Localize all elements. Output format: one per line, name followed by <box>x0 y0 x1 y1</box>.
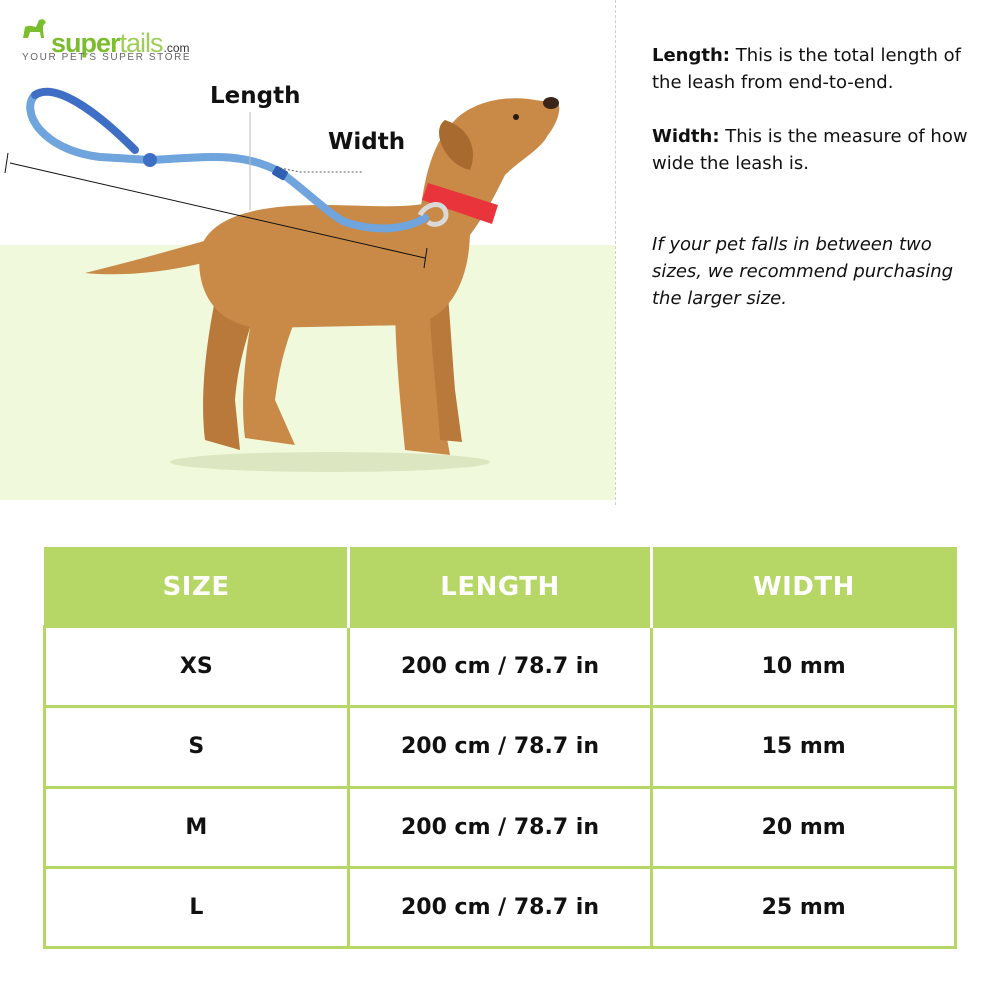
size-recommendation-note: If your pet falls in between two sizes, we recommend purchasing the larger size. <box>652 234 954 309</box>
header-size: SIZE <box>45 548 349 627</box>
brand-logo[interactable] <box>20 14 190 66</box>
product-illustration <box>0 0 615 500</box>
length-measure-cap-left <box>5 153 8 173</box>
cell-width: 20 mm <box>652 787 956 867</box>
width-description: This is the measure of how wide the leash is. <box>652 126 968 174</box>
brand-tagline: YOUR PET'S SUPER STORE <box>22 52 192 63</box>
brand-name-part2: tails <box>119 28 163 58</box>
dog-nose <box>543 97 559 109</box>
table-row <box>45 867 956 947</box>
header-width: WIDTH <box>652 548 956 627</box>
table-row <box>45 707 956 787</box>
cell-size: L <box>45 867 349 947</box>
cell-width: 15 mm <box>652 707 956 787</box>
size-chart-table <box>43 547 957 949</box>
cell-length: 200 cm / 78.7 in <box>348 787 652 867</box>
width-term: Width: <box>652 126 720 147</box>
length-description: This is the total length of the leash from end-to-end. <box>652 45 961 93</box>
size-info-panel <box>652 42 972 312</box>
header-length: LENGTH <box>348 548 652 627</box>
table-row <box>45 787 956 867</box>
brand-name-part1: super <box>51 28 120 58</box>
cell-width: 25 mm <box>652 867 956 947</box>
dog-eye <box>513 114 519 120</box>
width-label: Width <box>328 129 406 155</box>
cell-length: 200 cm / 78.7 in <box>348 627 652 707</box>
table-row <box>45 627 956 707</box>
cell-length: 200 cm / 78.7 in <box>348 867 652 947</box>
dog-leash-illustration <box>0 0 615 500</box>
dog-shadow <box>170 452 490 472</box>
cell-size: XS <box>45 627 349 707</box>
leash-ring <box>143 153 157 167</box>
section-divider <box>615 0 616 505</box>
length-definition <box>652 42 972 96</box>
dog-silhouette-icon <box>20 16 50 46</box>
cell-size: M <box>45 787 349 867</box>
brand-name-suffix: .com <box>163 41 190 55</box>
cell-size: S <box>45 707 349 787</box>
table-header-row <box>45 548 956 627</box>
length-term: Length: <box>652 45 730 66</box>
width-definition <box>652 123 972 177</box>
width-pointer-line <box>280 168 362 172</box>
cell-length: 200 cm / 78.7 in <box>348 707 652 787</box>
length-label: Length <box>210 83 301 109</box>
cell-width: 10 mm <box>652 627 956 707</box>
